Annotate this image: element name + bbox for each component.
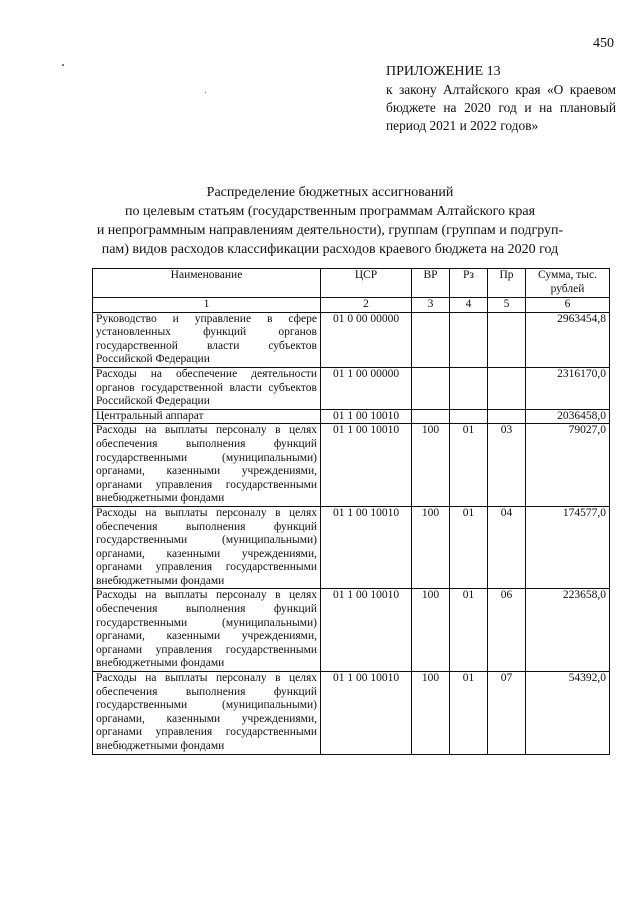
row-name: Расходы на выплаты персоналу в целях обеспечения выполнения функций государственными (муниципальными) органами, казенными учреждениями, органами управления государственными внебюджетными фондами <box>93 424 321 507</box>
row-csr: 01 0 00 00000 <box>321 312 412 367</box>
title-line: и непрограммным направлениям деятельности), группам (группам и подгруп- <box>96 223 564 238</box>
column-number: 6 <box>526 298 610 313</box>
row-rz <box>450 312 488 367</box>
table-row <box>93 672 610 755</box>
row-csr: 01 1 00 10010 <box>321 589 412 672</box>
row-rz: 01 <box>450 424 488 507</box>
row-pr: 06 <box>488 589 526 672</box>
table-row <box>93 506 610 589</box>
row-pr <box>488 409 526 424</box>
row-sum: 2963454,8 <box>526 312 610 367</box>
table-row <box>93 312 610 367</box>
header-pr: Пр <box>488 269 526 298</box>
row-csr: 01 1 00 10010 <box>321 409 412 424</box>
row-vr <box>412 312 450 367</box>
title-line: пам) видов расходов классификации расходов краевого бюджета на 2020 год <box>101 242 559 257</box>
row-csr: 01 1 00 10010 <box>321 506 412 589</box>
table-row <box>93 409 610 424</box>
document-title <box>80 183 580 259</box>
row-pr <box>488 367 526 409</box>
row-vr <box>412 409 450 424</box>
row-csr: 01 1 00 00000 <box>321 367 412 409</box>
row-sum: 223658,0 <box>526 589 610 672</box>
table-header-row <box>93 269 610 298</box>
row-rz: 01 <box>450 589 488 672</box>
row-pr: 03 <box>488 424 526 507</box>
header-csr: ЦСР <box>321 269 412 298</box>
column-number-row <box>93 298 610 313</box>
row-name: Расходы на обеспечение деятельности органов государственной власти субъектов Российской Федерации <box>93 367 321 409</box>
row-vr <box>412 367 450 409</box>
row-name: Руководство и управление в сфере установленных функций органов государственной власти субъектов Российской Федерации <box>93 312 321 367</box>
row-rz: 01 <box>450 672 488 755</box>
column-number: 4 <box>450 298 488 313</box>
row-sum: 54392,0 <box>526 672 610 755</box>
appendix-reference: к закону Алтайского края «О краевом бюджете на 2020 год и на плановый период 2021 и 2022 годов» <box>386 82 616 133</box>
row-sum: 79027,0 <box>526 424 610 507</box>
budget-table <box>92 268 610 755</box>
row-sum: 2316170,0 <box>526 367 610 409</box>
column-number: 5 <box>488 298 526 313</box>
row-pr: 04 <box>488 506 526 589</box>
row-csr: 01 1 00 10010 <box>321 424 412 507</box>
row-name: Расходы на выплаты персоналу в целях обеспечения выполнения функций государственными (муниципальными) органами, казенными учреждениями, органами управления государственными внебюджетными фондами <box>93 672 321 755</box>
header-sum: Сумма, тыс. рублей <box>526 269 610 298</box>
row-name: Центральный аппарат <box>93 409 321 424</box>
row-rz <box>450 367 488 409</box>
column-number: 3 <box>412 298 450 313</box>
row-vr: 100 <box>412 589 450 672</box>
header-vr: ВР <box>412 269 450 298</box>
row-vr: 100 <box>412 506 450 589</box>
appendix-block <box>386 63 616 135</box>
appendix-heading: ПРИЛОЖЕНИЕ 13 <box>386 64 501 79</box>
row-sum: 2036458,0 <box>526 409 610 424</box>
header-rz: Рз <box>450 269 488 298</box>
title-line: по целевым статьям (государственным программам Алтайского края <box>124 204 536 219</box>
title-line: Распределение бюджетных ассигнований <box>206 185 454 200</box>
column-number: 2 <box>321 298 412 313</box>
page-number: 450 <box>593 36 614 51</box>
row-name: Расходы на выплаты персоналу в целях обеспечения выполнения функций государственными (муниципальными) органами, казенными учреждениями, органами управления государственными внебюджетными фондами <box>93 589 321 672</box>
row-vr: 100 <box>412 424 450 507</box>
row-vr: 100 <box>412 672 450 755</box>
row-name: Расходы на выплаты персоналу в целях обеспечения выполнения функций государственными (муниципальными) органами, казенными учреждениями, органами управления государственными внебюджетными фондами <box>93 506 321 589</box>
row-pr: 07 <box>488 672 526 755</box>
row-csr: 01 1 00 10010 <box>321 672 412 755</box>
header-name: Наименование <box>93 269 321 298</box>
table-row <box>93 367 610 409</box>
row-sum: 174577,0 <box>526 506 610 589</box>
table-row <box>93 589 610 672</box>
row-rz: 01 <box>450 506 488 589</box>
table-row <box>93 424 610 507</box>
column-number: 1 <box>93 298 321 313</box>
row-pr <box>488 312 526 367</box>
row-rz <box>450 409 488 424</box>
